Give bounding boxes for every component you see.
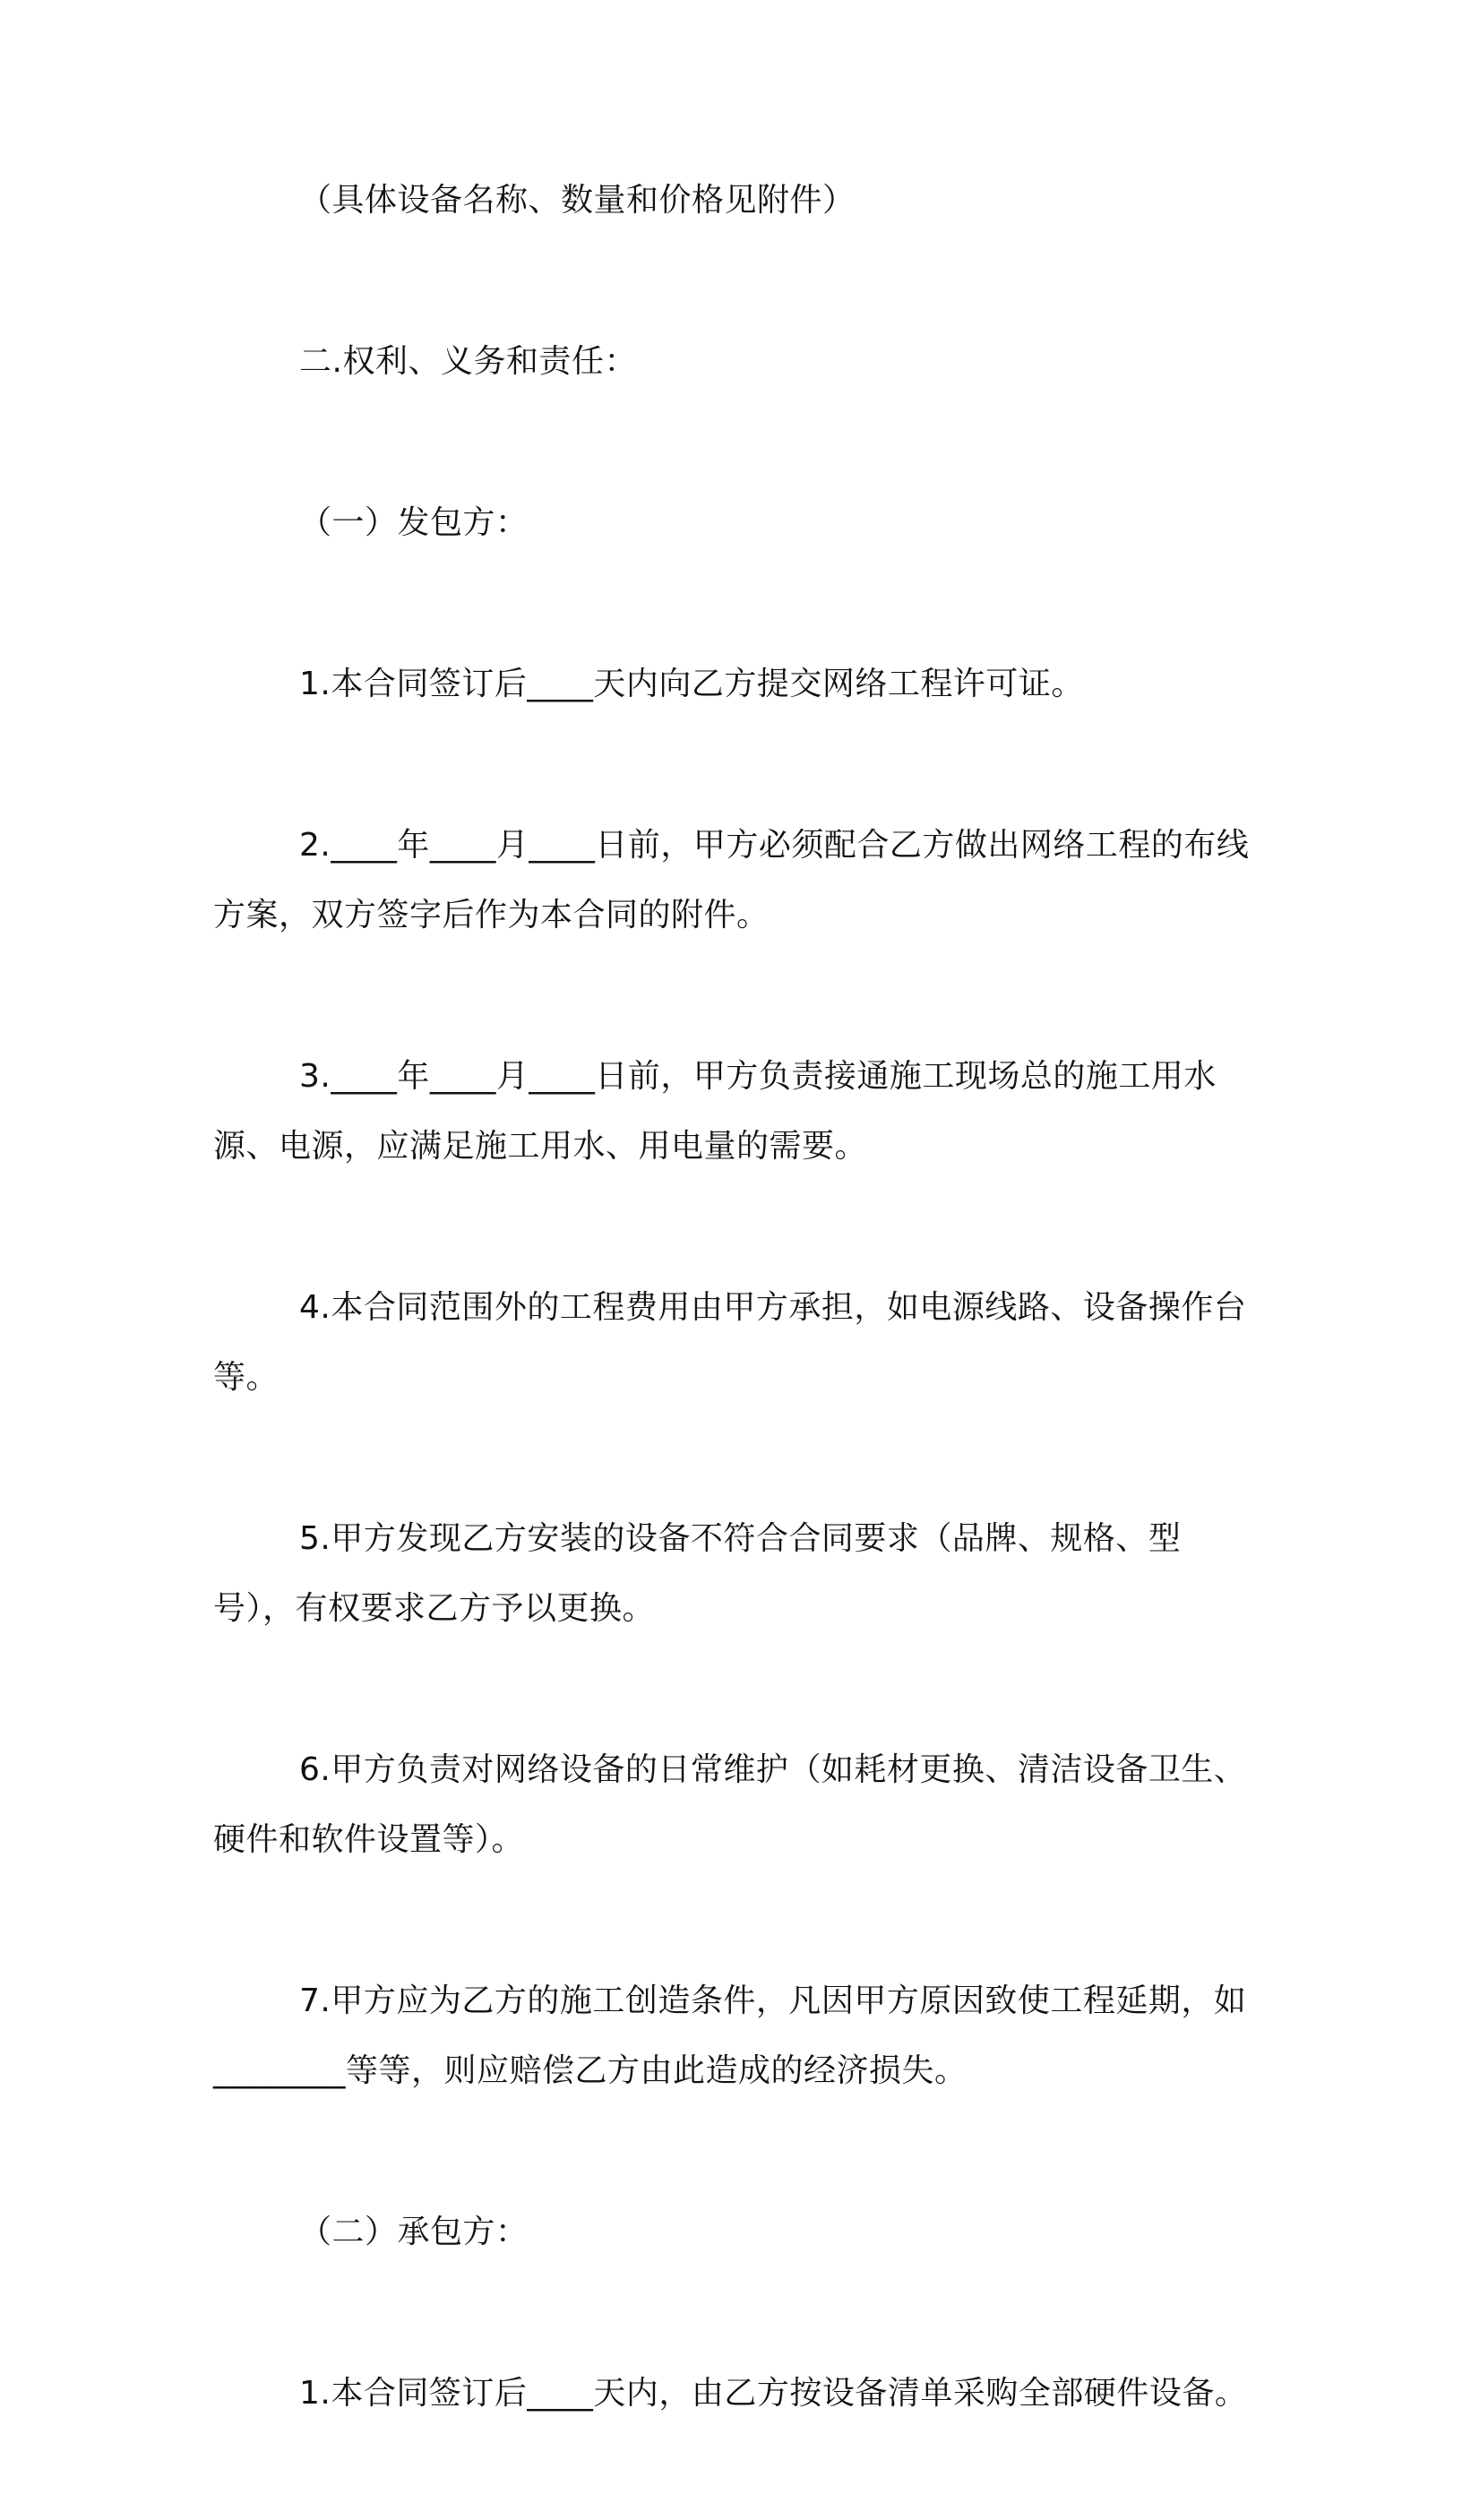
contractor-clause-1: 1.本合同签订后____天内，由乙方按设备清单采购全部硬件设备。 <box>299 2375 1248 2412</box>
employer-clause-5: 5.甲方发现乙方安装的设备不符合合同要求（品牌、规格、型号），有权要求乙方予以更换。 <box>213 1520 1182 1627</box>
employer-clause-6: 6.甲方负责对网络设备的日常维护（如耗材更换、清洁设备卫生、硬件和软件设置等）。 <box>213 1751 1247 1858</box>
equipment-note: （具体设备名称、数量和价格见附件） <box>299 182 856 219</box>
subsection-heading-contractor: （二）承包方： <box>299 2214 529 2250</box>
employer-clause-7: 7.甲方应为乙方的施工创造条件，凡因甲方原因致使工程延期，如________等等，则应赔偿乙方由此造成的经济损失。 <box>213 1982 1247 2089</box>
document-body <box>213 166 1252 2520</box>
employer-clause-4: 4.本合同范围外的工程费用由甲方承担，如电源线路、设备操作台等。 <box>213 1289 1247 1396</box>
subsection-heading-employer: （一）发包方： <box>299 504 529 541</box>
section-heading-rights: 二.权利、义务和责任： <box>299 343 637 380</box>
employer-clause-3: 3.____年____月____日前，甲方负责接通施工现场总的施工用水源、电源，应满足施工用水、用电量的需要。 <box>213 1058 1217 1165</box>
employer-clause-2: 2.____年____月____日前，甲方必须配合乙方做出网络工程的布线方案，双方签字后作为本合同的附件。 <box>213 827 1250 933</box>
employer-clause-1: 1.本合同签订后____天内向乙方提交网络工程许可证。 <box>299 666 1084 702</box>
